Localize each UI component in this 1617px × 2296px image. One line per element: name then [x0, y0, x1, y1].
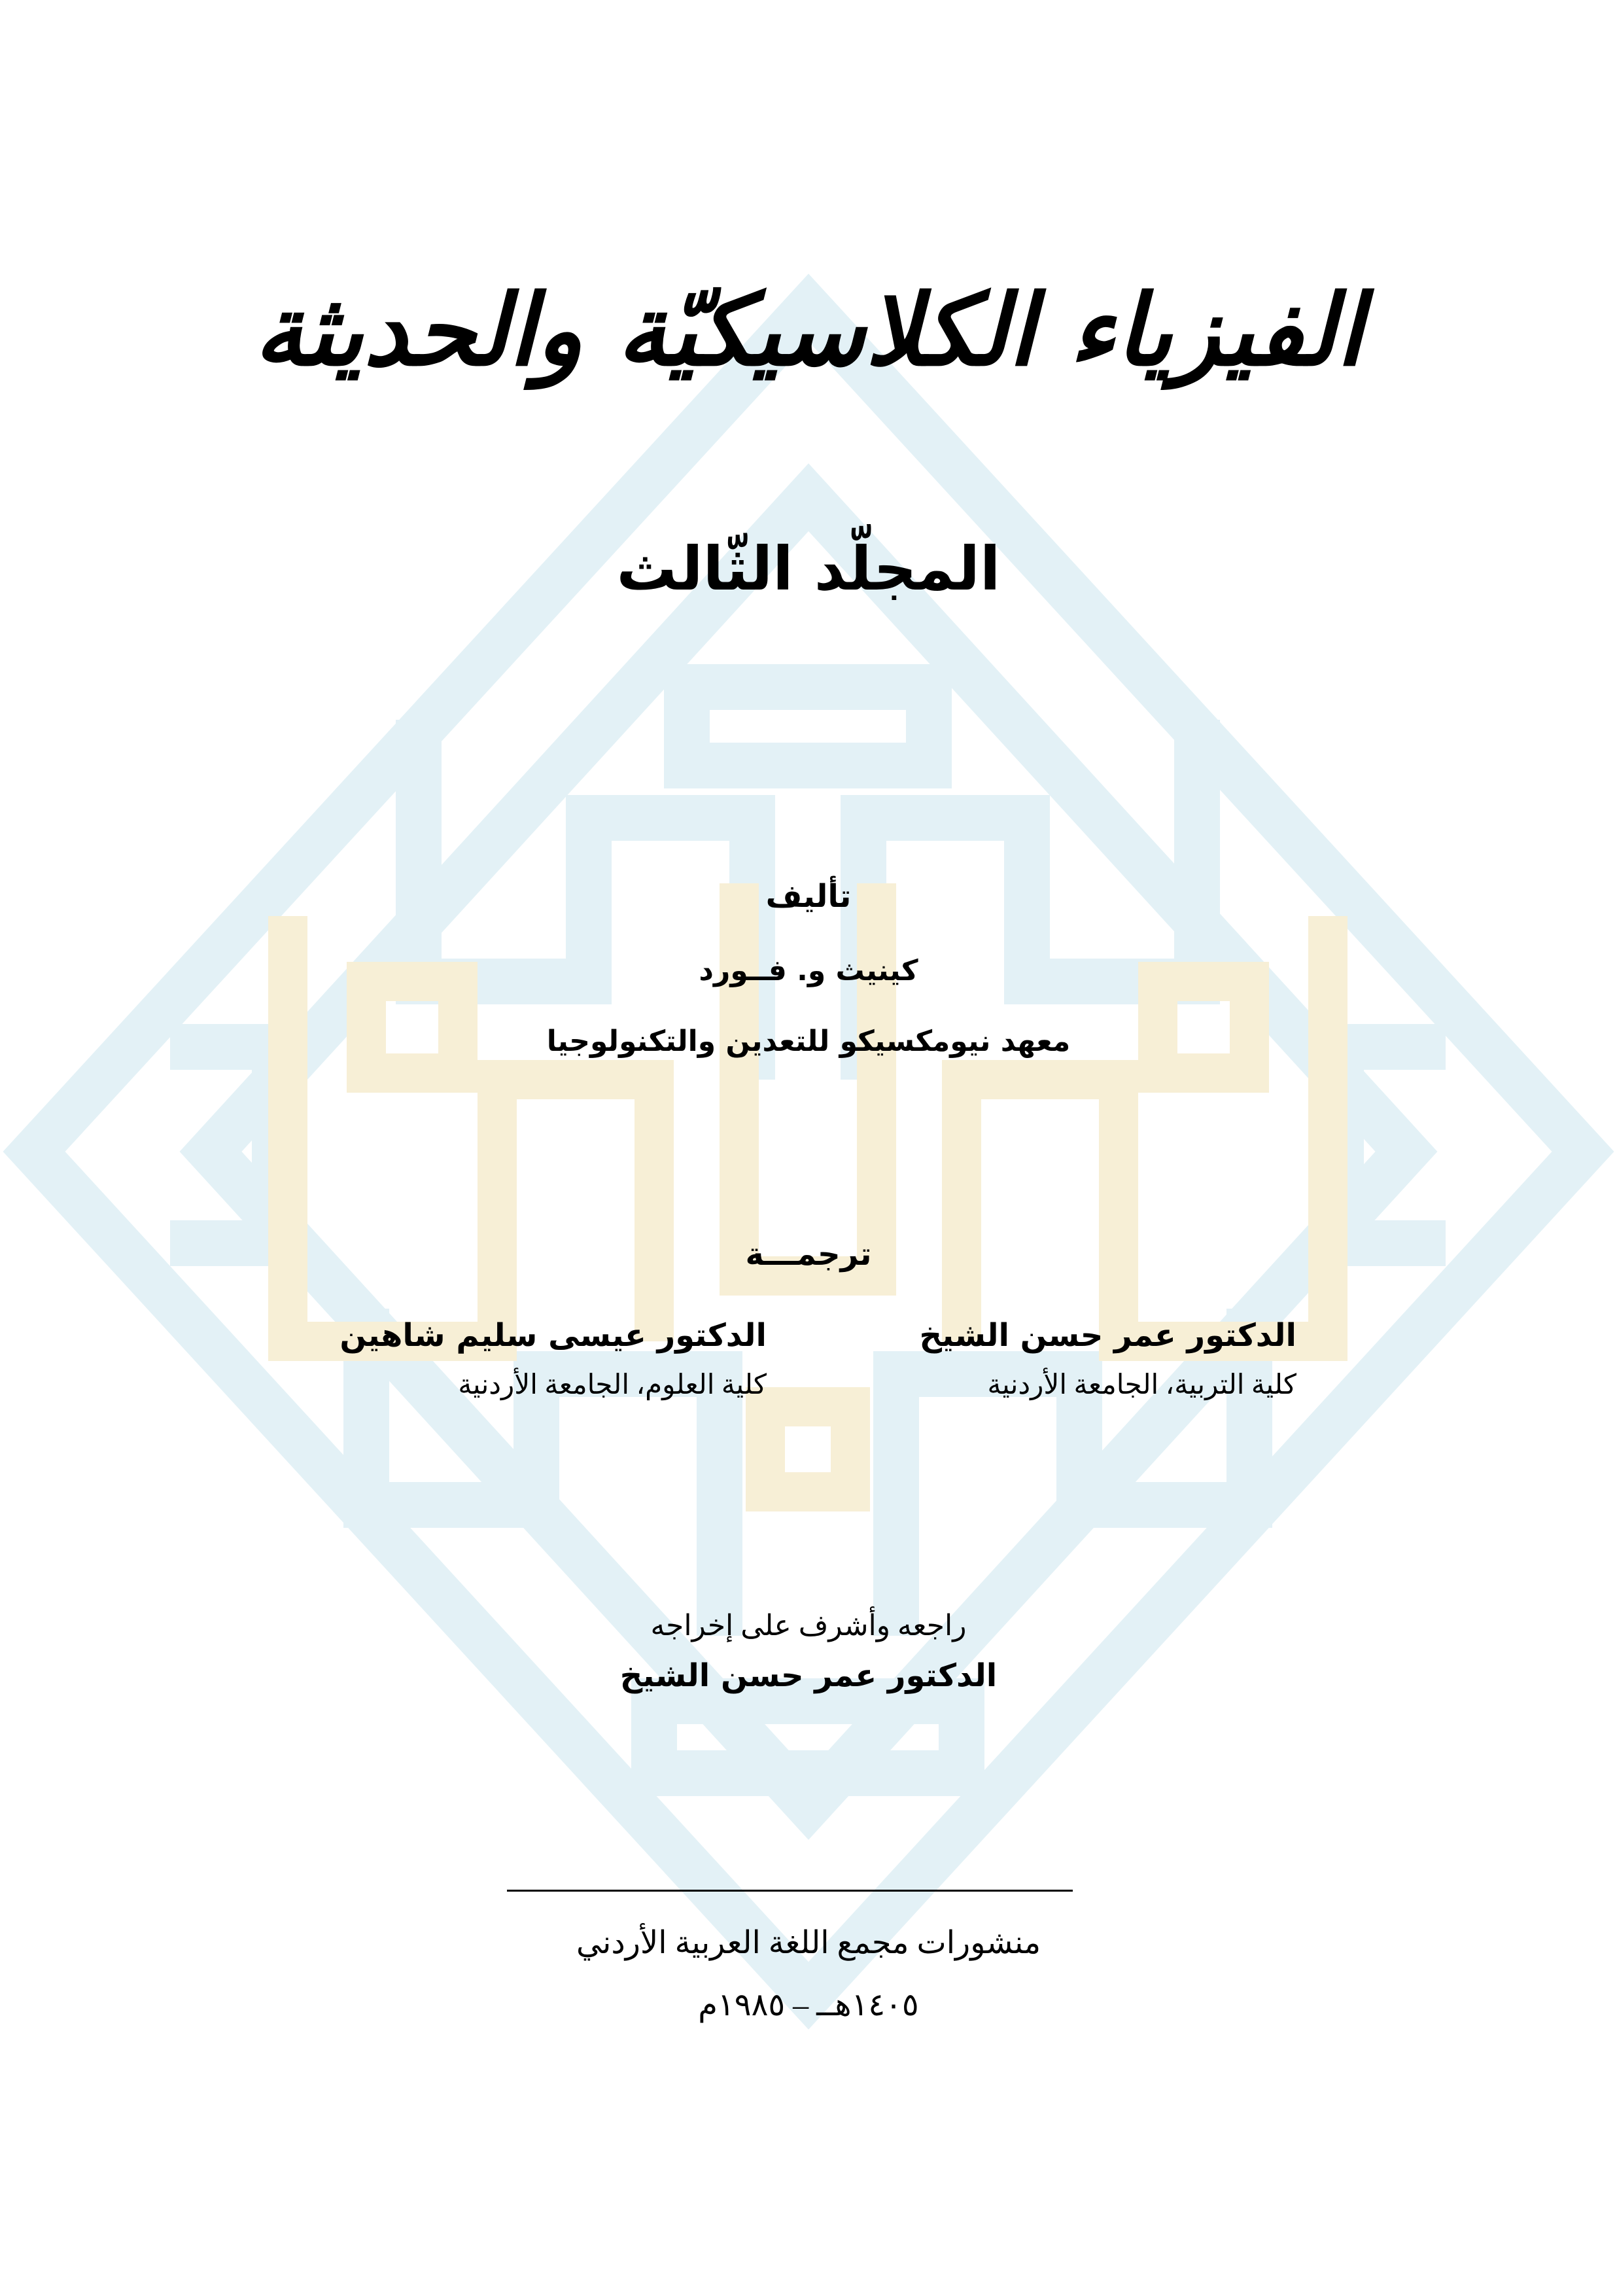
translation-heading: ترجمـــة: [745, 1236, 872, 1273]
review-heading: راجعه وأشرف على إخراجه: [650, 1610, 967, 1642]
translator-name: الدكتور عيسى سليم شاهين: [339, 1317, 767, 1354]
translator-affiliation: كلية التربية، الجامعة الأردنية: [987, 1370, 1296, 1400]
book-title: الفيزياء الكلاسيكيّة والحديثة: [254, 273, 1363, 388]
publisher-line: منشورات مجمع اللغة العربية الأردني: [576, 1926, 1041, 1960]
translator-name: الدكتور عمر حسن الشيخ: [919, 1317, 1296, 1354]
reviewer-name: الدكتور عمر حسن الشيخ: [619, 1657, 998, 1694]
publication-date: ١٤٠٥هــ – ١٩٨٥م: [698, 1988, 919, 2022]
authorship-heading: تأليف: [765, 878, 852, 915]
author-name: كينيث و. فــورد: [699, 954, 918, 987]
translator-block: [339, 1312, 767, 1411]
translator-affiliation: كلية العلوم، الجامعة الأردنية: [458, 1370, 767, 1400]
translator-block: [919, 1312, 1296, 1411]
volume-label: المجلّد الثّالث: [616, 534, 1001, 604]
author-institution: معهد نيومكسيكو للتعدين والتكنولوجيا: [546, 1025, 1071, 1058]
divider-line: [507, 1890, 1073, 1892]
